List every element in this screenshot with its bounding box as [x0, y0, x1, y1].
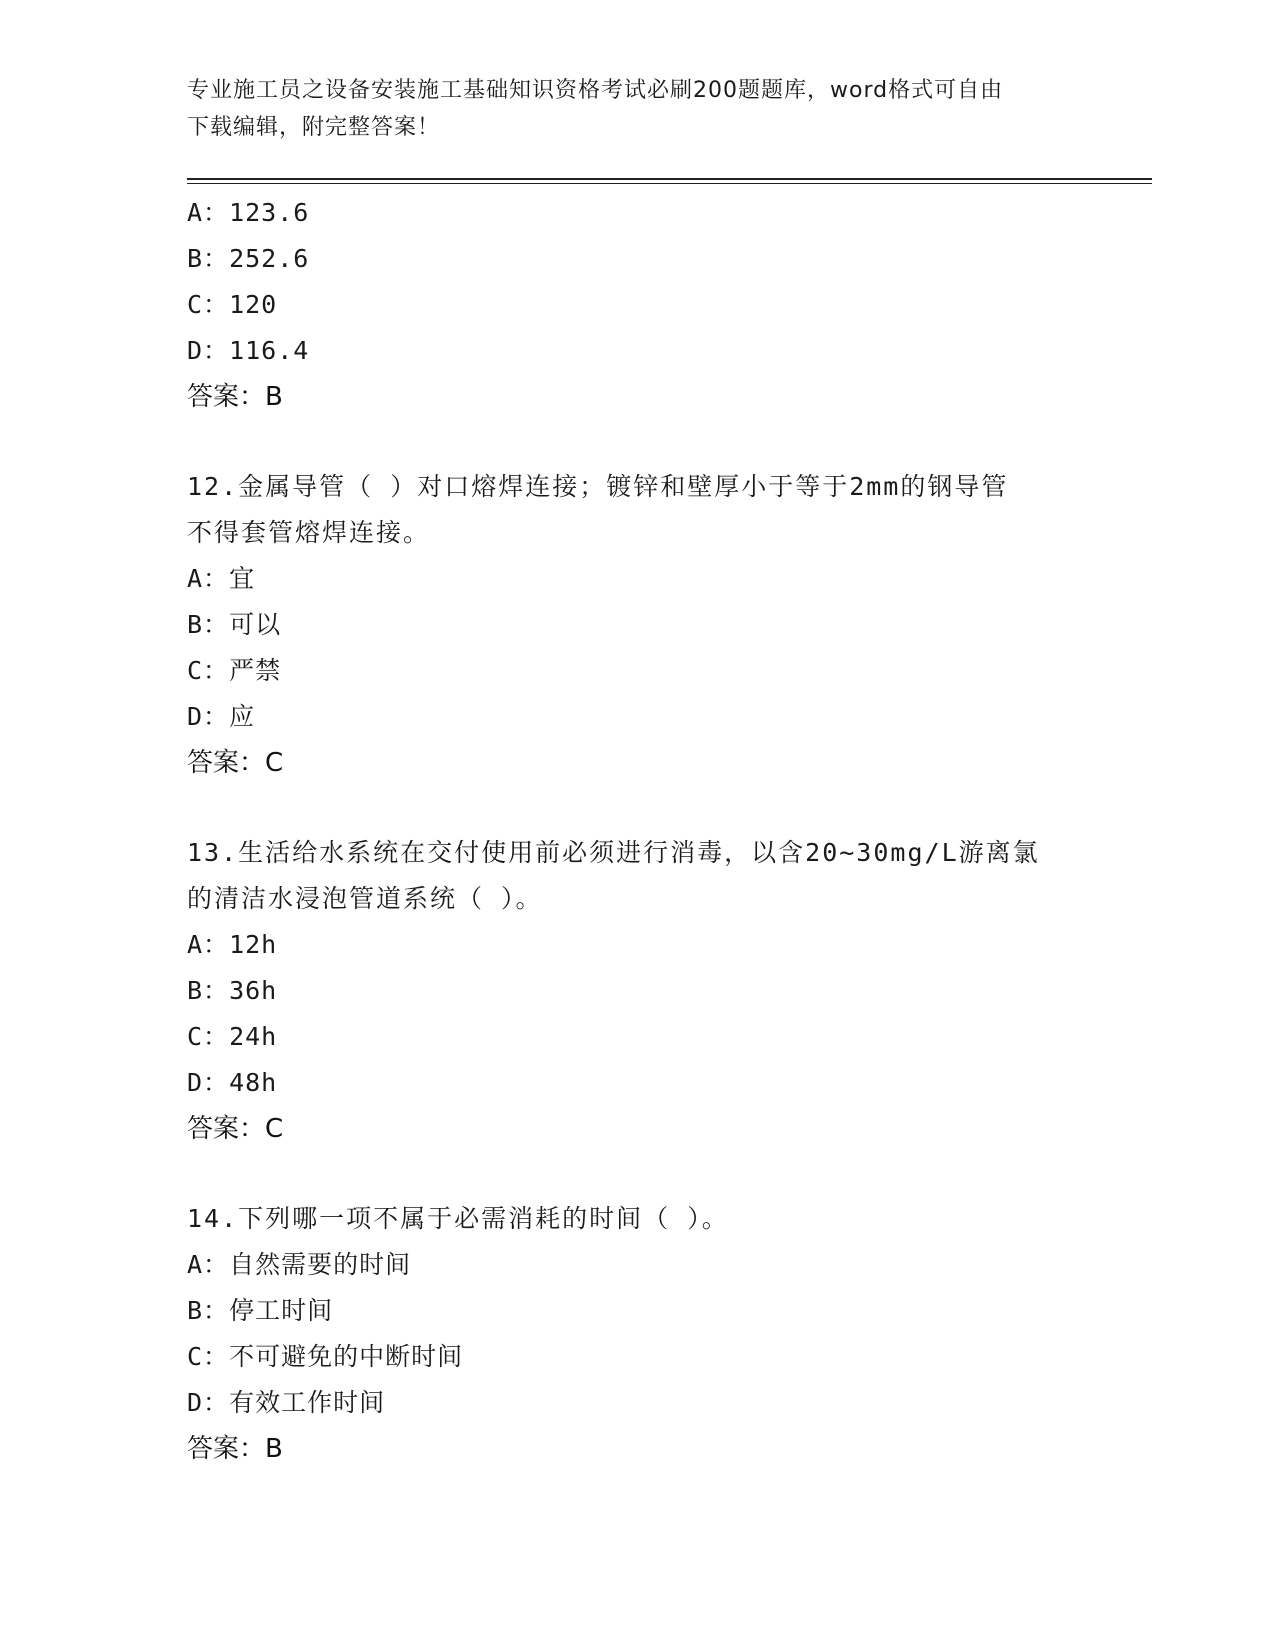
header-title-line-1: 专业施工员之设备安装施工基础知识资格考试必刷200题题库，word格式可自由	[187, 78, 1004, 103]
answer: 答案：B	[187, 1434, 283, 1464]
question-text	[187, 1196, 1067, 1242]
question-13	[187, 830, 1087, 1152]
header-title-line-2: 下载编辑，附完整答案！	[187, 115, 441, 140]
question-text	[187, 830, 1067, 922]
option-b: B：停工时间	[187, 1296, 334, 1325]
option-c: C：严禁	[187, 656, 282, 685]
question-text-line-1: 14.下列哪一项不属于必需消耗的时间（ ）。	[187, 1204, 729, 1233]
option-a: A：12h	[187, 930, 278, 959]
question-14	[187, 1196, 1087, 1472]
option-b: B：可以	[187, 610, 282, 639]
question-text-line-2: 的清洁水浸泡管道系统（ ）。	[187, 884, 543, 913]
option-b: B：252.6	[187, 244, 310, 273]
option-d: D：应	[187, 702, 256, 731]
option-a: A：宜	[187, 564, 256, 593]
question-text-line-2: 不得套管熔焊连接。	[187, 518, 431, 547]
question-11	[187, 190, 1087, 420]
question-text	[187, 464, 1067, 556]
header-divider-thick	[187, 178, 1152, 180]
question-list	[187, 190, 1087, 1472]
answer: 答案：C	[187, 1114, 284, 1144]
option-c: C：24h	[187, 1022, 278, 1051]
question-text-line-1: 13.生活给水系统在交付使用前必须进行消毒，以含20~30mg/L游离氯	[187, 838, 1040, 867]
option-c: C：120	[187, 290, 278, 319]
document-header	[187, 72, 1087, 146]
option-b: B：36h	[187, 976, 278, 1005]
question-text-line-1: 12.金属导管（ ）对口熔焊连接；镀锌和壁厚小于等于2mm的钢导管	[187, 472, 1009, 501]
option-d: D：48h	[187, 1068, 278, 1097]
answer: 答案：B	[187, 382, 283, 412]
option-d: D：116.4	[187, 336, 310, 365]
header-divider-thin	[187, 183, 1152, 184]
option-c: C：不可避免的中断时间	[187, 1342, 464, 1371]
option-a: A：123.6	[187, 198, 310, 227]
option-d: D：有效工作时间	[187, 1388, 386, 1417]
question-12	[187, 464, 1087, 786]
answer: 答案：C	[187, 748, 284, 778]
option-a: A：自然需要的时间	[187, 1250, 412, 1279]
